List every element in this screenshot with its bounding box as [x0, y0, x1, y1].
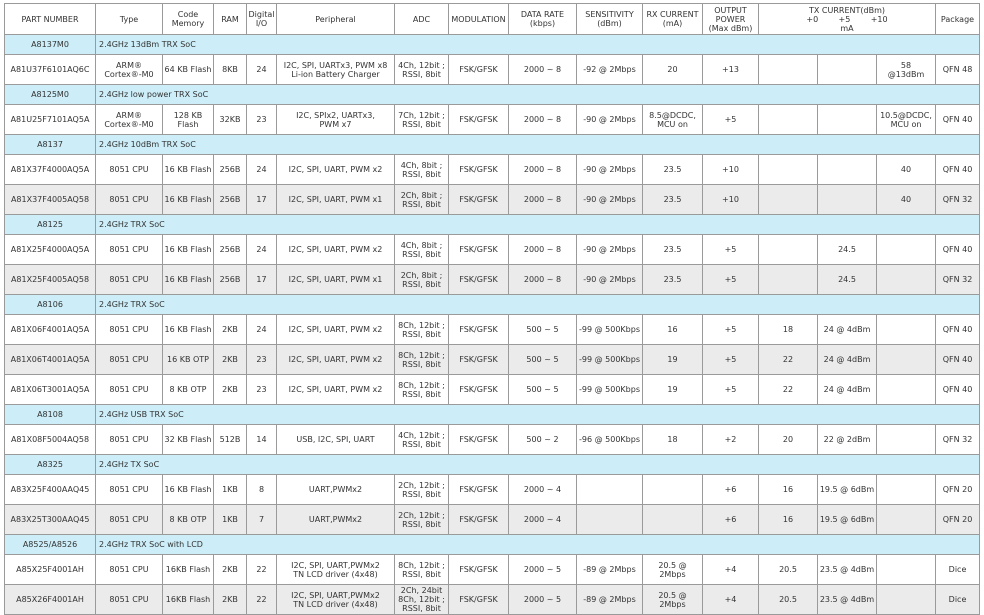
- cell-rx-current: 23.5: [643, 185, 703, 215]
- cell-type: 8051 CPU: [96, 265, 163, 295]
- cell-output-power: +5: [703, 315, 759, 345]
- cell-peripheral: UART,PWMx2: [277, 475, 395, 505]
- cell-modulation: FSK/GFSK: [449, 185, 509, 215]
- cell-output-power: +13: [703, 55, 759, 85]
- cell-peripheral: I2C, SPI, UART, PWM x1: [277, 185, 395, 215]
- cell-data-rate: 500 ~ 2: [509, 425, 577, 455]
- cell-part-number: A81X06T3001AQ5A: [5, 375, 96, 405]
- cell-sensitivity: -89 @ 2Mbps: [577, 585, 643, 615]
- cell-adc: 2Ch, 12bit ; RSSI, 8bit: [395, 475, 449, 505]
- cell-data-rate: 2000 ~ 8: [509, 235, 577, 265]
- cell-tx-current-0dbm: 20.5: [759, 585, 818, 615]
- cell-peripheral: I2C, SPIx2, UARTx3, PWM x7: [277, 105, 395, 135]
- cell-code-memory: 8 KB OTP: [163, 375, 214, 405]
- cell-part-number: A85X26F4001AH: [5, 585, 96, 615]
- cell-tx-current-5dbm: 24 @ 4dBm: [818, 375, 877, 405]
- group-header-row: [5, 85, 980, 105]
- cell-part-number: A83X25T300AAQ45: [5, 505, 96, 535]
- cell-type: 8051 CPU: [96, 475, 163, 505]
- cell-type: 8051 CPU: [96, 185, 163, 215]
- header-type: Type: [96, 4, 163, 35]
- cell-tx-current-0dbm: 20.5: [759, 555, 818, 585]
- cell-tx-current-0dbm: 16: [759, 505, 818, 535]
- group-description: 2.4GHz TX SoC: [96, 455, 980, 475]
- group-header-row: [5, 295, 980, 315]
- cell-type: 8051 CPU: [96, 375, 163, 405]
- cell-tx-current-5dbm: [818, 55, 877, 85]
- cell-rx-current: [643, 505, 703, 535]
- cell-tx-current-10dbm: [877, 375, 936, 405]
- cell-adc: 4Ch, 12bit ; RSSI, 8bit: [395, 55, 449, 85]
- cell-digital-io: 17: [247, 185, 277, 215]
- group-description: 2.4GHz low power TRX SoC: [96, 85, 980, 105]
- cell-output-power: +6: [703, 475, 759, 505]
- header-sensitivity: SENSITIVITY (dBm): [577, 4, 643, 35]
- cell-data-rate: 2000 ~ 8: [509, 155, 577, 185]
- table-body: [5, 35, 980, 615]
- cell-tx-current-5dbm: 23.5 @ 4dBm: [818, 555, 877, 585]
- cell-tx-current-5dbm: 24 @ 4dBm: [818, 345, 877, 375]
- table-row: [5, 55, 980, 85]
- cell-part-number: A81U37F6101AQ6C: [5, 55, 96, 85]
- cell-output-power: +2: [703, 425, 759, 455]
- cell-data-rate: 2000 ~ 5: [509, 555, 577, 585]
- cell-tx-current-0dbm: [759, 265, 818, 295]
- cell-ram: 1KB: [214, 475, 247, 505]
- cell-package: QFN 48: [936, 55, 980, 85]
- cell-peripheral: I2C, SPI, UART, PWM x2: [277, 345, 395, 375]
- cell-part-number: A81X06F4001AQ5A: [5, 315, 96, 345]
- cell-modulation: FSK/GFSK: [449, 345, 509, 375]
- cell-tx-current-10dbm: [877, 555, 936, 585]
- cell-adc: 2Ch, 8bit ; RSSI, 8bit: [395, 265, 449, 295]
- cell-data-rate: 2000 ~ 8: [509, 185, 577, 215]
- cell-type: 8051 CPU: [96, 425, 163, 455]
- cell-tx-current-0dbm: [759, 185, 818, 215]
- header-digital-io: Digital I/O: [247, 4, 277, 35]
- cell-sensitivity: -99 @ 500Kbps: [577, 315, 643, 345]
- cell-sensitivity: -96 @ 500Kbps: [577, 425, 643, 455]
- cell-modulation: FSK/GFSK: [449, 315, 509, 345]
- cell-ram: 256B: [214, 185, 247, 215]
- cell-output-power: +6: [703, 505, 759, 535]
- cell-tx-current-0dbm: 16: [759, 475, 818, 505]
- cell-modulation: FSK/GFSK: [449, 375, 509, 405]
- cell-sensitivity: -90 @ 2Mbps: [577, 185, 643, 215]
- header-data-rate: DATA RATE (kbps): [509, 4, 577, 35]
- group-header-row: [5, 405, 980, 425]
- header-ram: RAM: [214, 4, 247, 35]
- tx-current-unit: mA: [840, 23, 854, 33]
- tx-current-levels: +0 +5 +10: [806, 14, 888, 24]
- cell-peripheral: I2C, SPI, UART,PWMx2 TN LCD driver (4x48): [277, 585, 395, 615]
- cell-type: 8051 CPU: [96, 585, 163, 615]
- group-header-row: [5, 135, 980, 155]
- table-row: [5, 475, 980, 505]
- cell-modulation: FSK/GFSK: [449, 155, 509, 185]
- cell-rx-current: 8.5@DCDC, MCU on: [643, 105, 703, 135]
- cell-package: QFN 40: [936, 105, 980, 135]
- cell-tx-current-5dbm: 24 @ 4dBm: [818, 315, 877, 345]
- cell-package: QFN 32: [936, 265, 980, 295]
- cell-type: 8051 CPU: [96, 155, 163, 185]
- header-tx-current: [759, 4, 936, 35]
- header-rx-current: RX CURRENT (mA): [643, 4, 703, 35]
- cell-code-memory: 16 KB OTP: [163, 345, 214, 375]
- header-row: [5, 4, 980, 35]
- cell-digital-io: 17: [247, 265, 277, 295]
- cell-digital-io: 24: [247, 235, 277, 265]
- group-header-row: [5, 455, 980, 475]
- table-row: [5, 235, 980, 265]
- cell-digital-io: 24: [247, 155, 277, 185]
- cell-tx-current-10dbm: [877, 315, 936, 345]
- cell-modulation: FSK/GFSK: [449, 425, 509, 455]
- cell-ram: 1KB: [214, 505, 247, 535]
- group-description: 2.4GHz TRX SoC: [96, 295, 980, 315]
- cell-data-rate: 2000 ~ 4: [509, 475, 577, 505]
- cell-ram: 32KB: [214, 105, 247, 135]
- cell-digital-io: 8: [247, 475, 277, 505]
- group-description: 2.4GHz 10dBm TRX SoC: [96, 135, 980, 155]
- cell-adc: 8Ch, 12bit ; RSSI, 8bit: [395, 375, 449, 405]
- cell-adc: 8Ch, 12bit ; RSSI, 8bit: [395, 345, 449, 375]
- cell-rx-current: [643, 475, 703, 505]
- cell-ram: 2KB: [214, 375, 247, 405]
- header-package: Package: [936, 4, 980, 35]
- table-row: [5, 425, 980, 455]
- cell-modulation: FSK/GFSK: [449, 265, 509, 295]
- cell-sensitivity: -89 @ 2Mbps: [577, 555, 643, 585]
- cell-type: ARM® Cortex®-M0: [96, 105, 163, 135]
- cell-output-power: +4: [703, 585, 759, 615]
- cell-tx-current-5dbm: 23.5 @ 4dBm: [818, 585, 877, 615]
- cell-tx-current-5dbm: [818, 185, 877, 215]
- cell-package: QFN 40: [936, 155, 980, 185]
- cell-part-number: A81X37F4000AQ5A: [5, 155, 96, 185]
- cell-adc: 4Ch, 8bit ; RSSI, 8bit: [395, 155, 449, 185]
- cell-package: QFN 40: [936, 315, 980, 345]
- group-name: A8108: [5, 405, 96, 425]
- product-spec-table: [4, 3, 980, 615]
- cell-type: 8051 CPU: [96, 555, 163, 585]
- header-output-power: OUTPUT POWER (Max dBm): [703, 4, 759, 35]
- cell-ram: 8KB: [214, 55, 247, 85]
- cell-sensitivity: -90 @ 2Mbps: [577, 105, 643, 135]
- cell-package: QFN 40: [936, 345, 980, 375]
- cell-code-memory: 8 KB OTP: [163, 505, 214, 535]
- group-name: A8106: [5, 295, 96, 315]
- cell-modulation: FSK/GFSK: [449, 105, 509, 135]
- cell-part-number: A83X25F400AAQ45: [5, 475, 96, 505]
- group-description: 2.4GHz TRX SoC with LCD: [96, 535, 980, 555]
- cell-tx-current-10dbm: [877, 345, 936, 375]
- cell-rx-current: 19: [643, 375, 703, 405]
- cell-peripheral: I2C, SPI, UART,PWMx2 TN LCD driver (4x48): [277, 555, 395, 585]
- cell-data-rate: 500 ~ 5: [509, 315, 577, 345]
- cell-digital-io: 23: [247, 375, 277, 405]
- group-header-row: [5, 215, 980, 235]
- cell-adc: 7Ch, 12bit ; RSSI, 8bit: [395, 105, 449, 135]
- cell-peripheral: I2C, SPI, UARTx3, PWM x8 Li-ion Battery Charger: [277, 55, 395, 85]
- cell-sensitivity: [577, 475, 643, 505]
- cell-adc: 2Ch, 24bit 8Ch, 12bit ; RSSI, 8bit: [395, 585, 449, 615]
- cell-data-rate: 2000 ~ 5: [509, 585, 577, 615]
- cell-part-number: A85X25F4001AH: [5, 555, 96, 585]
- table-row: [5, 155, 980, 185]
- table-row: [5, 375, 980, 405]
- cell-tx-current-10dbm: [877, 475, 936, 505]
- table-row: [5, 345, 980, 375]
- table-row: [5, 555, 980, 585]
- cell-rx-current: 16: [643, 315, 703, 345]
- cell-output-power: +5: [703, 105, 759, 135]
- cell-ram: 2KB: [214, 345, 247, 375]
- cell-ram: 256B: [214, 265, 247, 295]
- cell-adc: 2Ch, 8bit ; RSSI, 8bit: [395, 185, 449, 215]
- cell-part-number: A81X25F4000AQ5A: [5, 235, 96, 265]
- cell-code-memory: 16KB Flash: [163, 555, 214, 585]
- cell-rx-current: 20.5 @ 2Mbps: [643, 585, 703, 615]
- cell-code-memory: 64 KB Flash: [163, 55, 214, 85]
- cell-sensitivity: -90 @ 2Mbps: [577, 235, 643, 265]
- cell-tx-current-10dbm: 10.5@DCDC, MCU on: [877, 105, 936, 135]
- cell-ram: 2KB: [214, 585, 247, 615]
- cell-modulation: FSK/GFSK: [449, 235, 509, 265]
- cell-part-number: A81X06T4001AQ5A: [5, 345, 96, 375]
- cell-sensitivity: -90 @ 2Mbps: [577, 155, 643, 185]
- cell-adc: 2Ch, 12bit ; RSSI, 8bit: [395, 505, 449, 535]
- cell-ram: 2KB: [214, 315, 247, 345]
- table-row: [5, 105, 980, 135]
- cell-modulation: FSK/GFSK: [449, 55, 509, 85]
- cell-tx-current-0dbm: 18: [759, 315, 818, 345]
- cell-code-memory: 32 KB Flash: [163, 425, 214, 455]
- cell-package: QFN 40: [936, 235, 980, 265]
- cell-type: 8051 CPU: [96, 315, 163, 345]
- cell-tx-current-10dbm: 40: [877, 185, 936, 215]
- cell-package: Dice: [936, 555, 980, 585]
- cell-tx-current-5dbm: 24.5: [818, 235, 877, 265]
- cell-peripheral: I2C, SPI, UART, PWM x1: [277, 265, 395, 295]
- cell-digital-io: 24: [247, 55, 277, 85]
- cell-part-number: A81X25F4005AQ58: [5, 265, 96, 295]
- group-description: 2.4GHz TRX SoC: [96, 215, 980, 235]
- cell-adc: 4Ch, 8bit ; RSSI, 8bit: [395, 235, 449, 265]
- cell-digital-io: 23: [247, 105, 277, 135]
- table-row: [5, 265, 980, 295]
- cell-type: 8051 CPU: [96, 505, 163, 535]
- cell-code-memory: 16 KB Flash: [163, 185, 214, 215]
- cell-adc: 8Ch, 12bit ; RSSI, 8bit: [395, 555, 449, 585]
- cell-sensitivity: [577, 505, 643, 535]
- cell-ram: 256B: [214, 235, 247, 265]
- cell-data-rate: 2000 ~ 8: [509, 55, 577, 85]
- cell-tx-current-10dbm: [877, 265, 936, 295]
- cell-type: 8051 CPU: [96, 345, 163, 375]
- tx-current-title: TX CURRENT(dBm): [809, 5, 885, 15]
- cell-tx-current-5dbm: [818, 105, 877, 135]
- group-name: A8137: [5, 135, 96, 155]
- header-modulation: MODULATION: [449, 4, 509, 35]
- cell-modulation: FSK/GFSK: [449, 505, 509, 535]
- cell-modulation: FSK/GFSK: [449, 555, 509, 585]
- group-header-row: [5, 35, 980, 55]
- cell-output-power: +5: [703, 265, 759, 295]
- cell-modulation: FSK/GFSK: [449, 475, 509, 505]
- cell-data-rate: 2000 ~ 8: [509, 105, 577, 135]
- cell-output-power: +10: [703, 155, 759, 185]
- cell-rx-current: 23.5: [643, 155, 703, 185]
- table-row: [5, 185, 980, 215]
- cell-tx-current-5dbm: [818, 155, 877, 185]
- cell-sensitivity: -90 @ 2Mbps: [577, 265, 643, 295]
- cell-package: Dice: [936, 585, 980, 615]
- cell-ram: 2KB: [214, 555, 247, 585]
- cell-tx-current-0dbm: 22: [759, 375, 818, 405]
- cell-code-memory: 16 KB Flash: [163, 475, 214, 505]
- cell-tx-current-5dbm: 19.5 @ 6dBm: [818, 505, 877, 535]
- cell-tx-current-0dbm: [759, 105, 818, 135]
- cell-peripheral: UART,PWMx2: [277, 505, 395, 535]
- cell-type: 8051 CPU: [96, 235, 163, 265]
- table-row: [5, 585, 980, 615]
- cell-code-memory: 128 KB Flash: [163, 105, 214, 135]
- cell-tx-current-5dbm: 19.5 @ 6dBm: [818, 475, 877, 505]
- cell-digital-io: 7: [247, 505, 277, 535]
- cell-part-number: A81X08F5004AQ58: [5, 425, 96, 455]
- group-name: A8125M0: [5, 85, 96, 105]
- cell-sensitivity: -99 @ 500Kbps: [577, 345, 643, 375]
- cell-modulation: FSK/GFSK: [449, 585, 509, 615]
- cell-adc: 8Ch, 12bit ; RSSI, 8bit: [395, 315, 449, 345]
- cell-peripheral: I2C, SPI, UART, PWM x2: [277, 315, 395, 345]
- cell-peripheral: I2C, SPI, UART, PWM x2: [277, 155, 395, 185]
- group-name: A8137M0: [5, 35, 96, 55]
- cell-rx-current: 19: [643, 345, 703, 375]
- cell-data-rate: 2000 ~ 8: [509, 265, 577, 295]
- cell-tx-current-10dbm: 40: [877, 155, 936, 185]
- group-name: A8325: [5, 455, 96, 475]
- cell-output-power: +5: [703, 375, 759, 405]
- table-row: [5, 315, 980, 345]
- table-row: [5, 505, 980, 535]
- cell-digital-io: 22: [247, 555, 277, 585]
- cell-rx-current: 23.5: [643, 235, 703, 265]
- cell-ram: 256B: [214, 155, 247, 185]
- cell-code-memory: 16 KB Flash: [163, 315, 214, 345]
- cell-peripheral: I2C, SPI, UART, PWM x2: [277, 235, 395, 265]
- cell-package: QFN 20: [936, 475, 980, 505]
- cell-package: QFN 20: [936, 505, 980, 535]
- cell-code-memory: 16 KB Flash: [163, 265, 214, 295]
- cell-type: ARM® Cortex®-M0: [96, 55, 163, 85]
- group-name: A8525/A8526: [5, 535, 96, 555]
- cell-rx-current: 20: [643, 55, 703, 85]
- cell-tx-current-10dbm: [877, 505, 936, 535]
- cell-tx-current-0dbm: 22: [759, 345, 818, 375]
- cell-peripheral: I2C, SPI, UART, PWM x2: [277, 375, 395, 405]
- cell-output-power: +5: [703, 235, 759, 265]
- cell-package: QFN 32: [936, 185, 980, 215]
- cell-digital-io: 22: [247, 585, 277, 615]
- cell-tx-current-5dbm: 22 @ 2dBm: [818, 425, 877, 455]
- cell-code-memory: 16 KB Flash: [163, 155, 214, 185]
- header-adc: ADC: [395, 4, 449, 35]
- cell-tx-current-5dbm: 24.5: [818, 265, 877, 295]
- header-peripheral: Peripheral: [277, 4, 395, 35]
- cell-peripheral: USB, I2C, SPI, UART: [277, 425, 395, 455]
- cell-tx-current-0dbm: [759, 55, 818, 85]
- cell-data-rate: 500 ~ 5: [509, 375, 577, 405]
- cell-tx-current-10dbm: [877, 425, 936, 455]
- cell-sensitivity: -92 @ 2Mbps: [577, 55, 643, 85]
- cell-package: QFN 32: [936, 425, 980, 455]
- cell-part-number: A81X37F4005AQ58: [5, 185, 96, 215]
- cell-ram: 512B: [214, 425, 247, 455]
- cell-rx-current: 18: [643, 425, 703, 455]
- cell-output-power: +10: [703, 185, 759, 215]
- cell-rx-current: 20.5 @ 2Mbps: [643, 555, 703, 585]
- cell-tx-current-0dbm: [759, 235, 818, 265]
- cell-tx-current-0dbm: 20: [759, 425, 818, 455]
- cell-digital-io: 23: [247, 345, 277, 375]
- group-name: A8125: [5, 215, 96, 235]
- cell-tx-current-0dbm: [759, 155, 818, 185]
- group-header-row: [5, 535, 980, 555]
- cell-output-power: +4: [703, 555, 759, 585]
- cell-data-rate: 500 ~ 5: [509, 345, 577, 375]
- cell-code-memory: 16 KB Flash: [163, 235, 214, 265]
- cell-digital-io: 14: [247, 425, 277, 455]
- cell-code-memory: 16KB Flash: [163, 585, 214, 615]
- header-code-memory: Code Memory: [163, 4, 214, 35]
- cell-sensitivity: -99 @ 500Kbps: [577, 375, 643, 405]
- cell-tx-current-10dbm: [877, 585, 936, 615]
- header-part-number: PART NUMBER: [5, 4, 96, 35]
- cell-output-power: +5: [703, 345, 759, 375]
- cell-data-rate: 2000 ~ 4: [509, 505, 577, 535]
- group-description: 2.4GHz 13dBm TRX SoC: [96, 35, 980, 55]
- cell-rx-current: 23.5: [643, 265, 703, 295]
- cell-tx-current-10dbm: [877, 235, 936, 265]
- group-description: 2.4GHz USB TRX SoC: [96, 405, 980, 425]
- cell-tx-current-10dbm: 58 @13dBm: [877, 55, 936, 85]
- cell-digital-io: 24: [247, 315, 277, 345]
- cell-part-number: A81U25F7101AQ5A: [5, 105, 96, 135]
- cell-package: QFN 40: [936, 375, 980, 405]
- cell-adc: 4Ch, 12bit ; RSSI, 8bit: [395, 425, 449, 455]
